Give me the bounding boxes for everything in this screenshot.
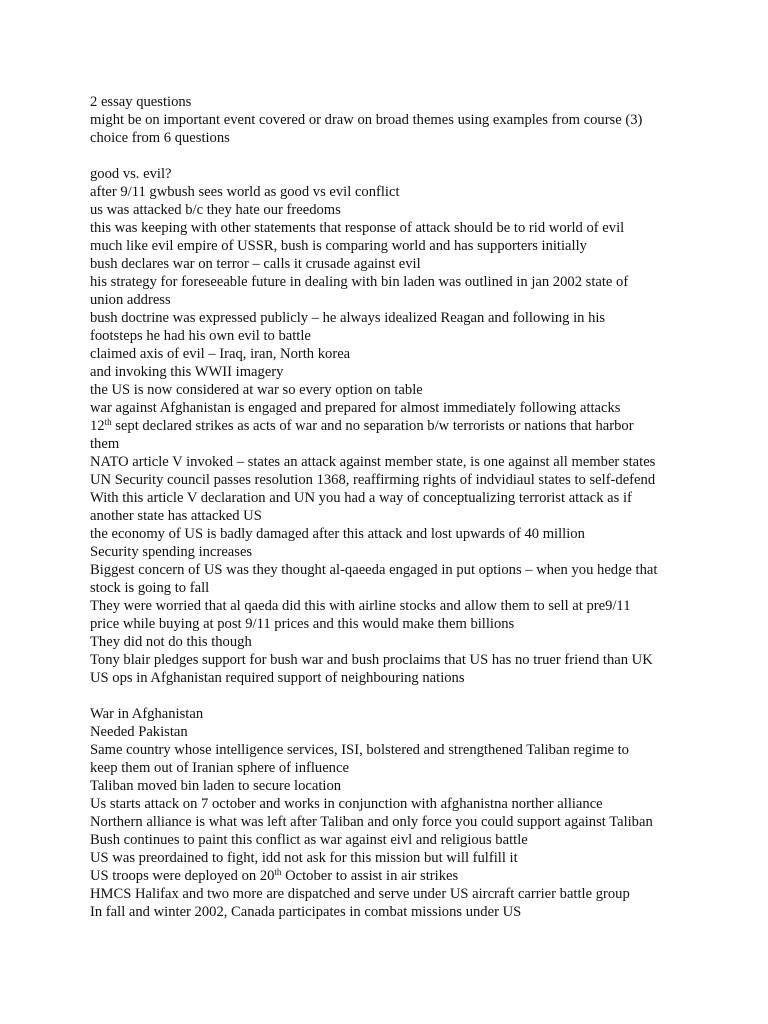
text-line: Northern alliance is what was left after Taliban and only force you could support against Taliban [90,814,653,830]
text-line: union address [90,292,171,308]
text-line [90,417,718,435]
text-line: price while buying at post 9/11 prices and this would make them billions [90,616,515,632]
text-line: They were worried that al qaeda did this with airline stocks and allow them to sell at pre9/11 [90,598,631,614]
text-line: Bush continues to paint this conflict as war against eivl and religious battle [90,832,528,848]
text-line [90,867,718,885]
ordinal-superscript: th [104,417,112,427]
text-line: another state has attacked US [90,508,262,524]
text-line: War in Afghanistan [90,706,204,722]
text-segment: sept declared strikes as acts of war and no separation b/w terrorists or nations that harbor [111,418,634,434]
text-line: Taliban moved bin laden to secure location [90,778,342,794]
text-line: might be on important event covered or draw on broad themes using examples from course (3) [90,112,643,128]
text-segment: October to assist in air strikes [281,868,459,884]
text-line: much like evil empire of USSR, bush is comparing world and has supporters initially [90,238,587,254]
text-line: and invoking this WWII imagery [90,364,284,380]
document-body [90,93,718,921]
text-line: bush doctrine was expressed publicly – he always idealized Reagan and following in his [90,310,606,326]
text-line: Security spending increases [90,544,253,560]
text-line: keep them out of Iranian sphere of influence [90,760,349,776]
text-line: stock is going to fall [90,580,210,596]
text-line: US ops in Afghanistan required support of neighbouring nations [90,670,465,686]
text-line: footsteps he had his own evil to battle [90,328,311,344]
text-line: the economy of US is badly damaged after this attack and lost upwards of 40 million [90,526,585,542]
text-line: good vs. evil? [90,166,172,182]
text-segment: US troops were deployed on 20 [90,868,275,884]
blank-line [90,687,718,705]
text-segment: 12 [90,418,105,434]
text-line: Needed Pakistan [90,724,188,740]
text-line: NATO article V invoked – states an attack against member state, is one against all member states [90,454,656,470]
text-line: war against Afghanistan is engaged and prepared for almost immediately following attacks [90,400,621,416]
text-line: They did not do this though [90,634,252,650]
ordinal-superscript: th [274,867,282,877]
text-line: With this article V declaration and UN you had a way of conceptualizing terrorist attack as if [90,490,632,506]
text-line: Us starts attack on 7 october and works in conjunction with afghanistna norther alliance [90,796,603,812]
text-line: after 9/11 gwbush sees world as good vs evil conflict [90,184,400,200]
text-line: Tony blair pledges support for bush war and bush proclaims that US has no truer friend than UK [90,652,653,668]
text-line: HMCS Halifax and two more are dispatched and serve under US aircraft carrier battle group [90,886,630,902]
text-line: the US is now considered at war so every option on table [90,382,423,398]
text-line: his strategy for foreseeable future in dealing with bin laden was outlined in jan 2002 state of [90,274,629,290]
text-line: 2 essay questions [90,94,192,110]
text-line: Biggest concern of US was they thought al-qaeeda engaged in put options – when you hedge that [90,562,658,578]
text-line: Same country whose intelligence services, ISI, bolstered and strengthened Taliban regime to [90,742,629,758]
text-line: claimed axis of evil – Iraq, iran, North korea [90,346,351,362]
text-line: us was attacked b/c they hate our freedoms [90,202,341,218]
text-line: US was preordained to fight, idd not ask for this mission but will fulfill it [90,850,518,866]
text-line: them [90,436,120,452]
text-line: this was keeping with other statements that response of attack should be to rid world of evil [90,220,625,236]
text-line: bush declares war on terror – calls it crusade against evil [90,256,421,272]
text-line: choice from 6 questions [90,130,230,146]
blank-line [90,147,718,165]
text-line: In fall and winter 2002, Canada participates in combat missions under US [90,904,522,920]
text-line: UN Security council passes resolution 1368, reaffirming rights of indvidiaul states to self-defend [90,472,656,488]
